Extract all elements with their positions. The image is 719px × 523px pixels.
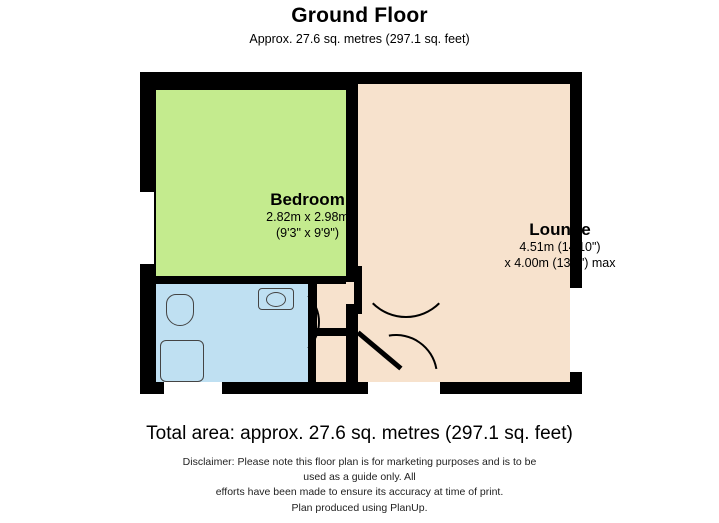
room-dimension-bedroom-imperial: (9'3" x 9'9") <box>276 225 339 240</box>
room-dimension-lounge-line1: 4.51m (14'10") <box>519 240 601 254</box>
room-name-lounge: Lounge <box>529 220 591 239</box>
disclaimer-line-3: efforts have been made to ensure its accuracy at time of print. <box>215 486 504 499</box>
window-right <box>570 288 582 372</box>
page-subtitle: Approx. 27.6 sq. metres (297.1 sq. feet) <box>249 32 470 46</box>
room-dimension-lounge-line2: x 4.00m (13'2") max <box>504 255 616 270</box>
floor-plan-drawing <box>140 72 616 394</box>
room-name-bedroom: Bedroom <box>270 190 345 209</box>
room-area-bedroom <box>156 90 354 282</box>
room-dimension-bedroom-metric: 2.82m x 2.98m <box>266 210 349 224</box>
page-title: Ground Floor <box>291 4 428 27</box>
door-leaf-bathroom <box>312 284 317 328</box>
toilet-fixture-icon <box>166 294 194 326</box>
basin-bowl-icon <box>266 292 286 307</box>
interior-wall-bedroom-bottom <box>156 276 346 284</box>
bathtub-fixture-icon <box>160 340 204 382</box>
window-bottom-left <box>164 382 222 394</box>
window-left <box>140 192 154 264</box>
disclaimer-line-4: Plan produced using PlanUp. <box>291 501 428 514</box>
total-area-text: Total area: approx. 27.6 sq. metres (297.1 sq. feet) <box>146 423 573 444</box>
interior-wall-vertical <box>346 84 358 282</box>
disclaimer-block <box>0 455 719 516</box>
disclaimer-line-1: Disclaimer: Please note this floor plan is for marketing purposes and is to be <box>182 456 537 468</box>
interior-wall-stub <box>316 328 346 336</box>
door-leaf-lounge <box>356 266 362 314</box>
room-label-bedroom <box>200 190 415 241</box>
disclaimer-line-2: used as a guide only. All <box>303 471 416 484</box>
room-label-lounge <box>450 220 670 271</box>
